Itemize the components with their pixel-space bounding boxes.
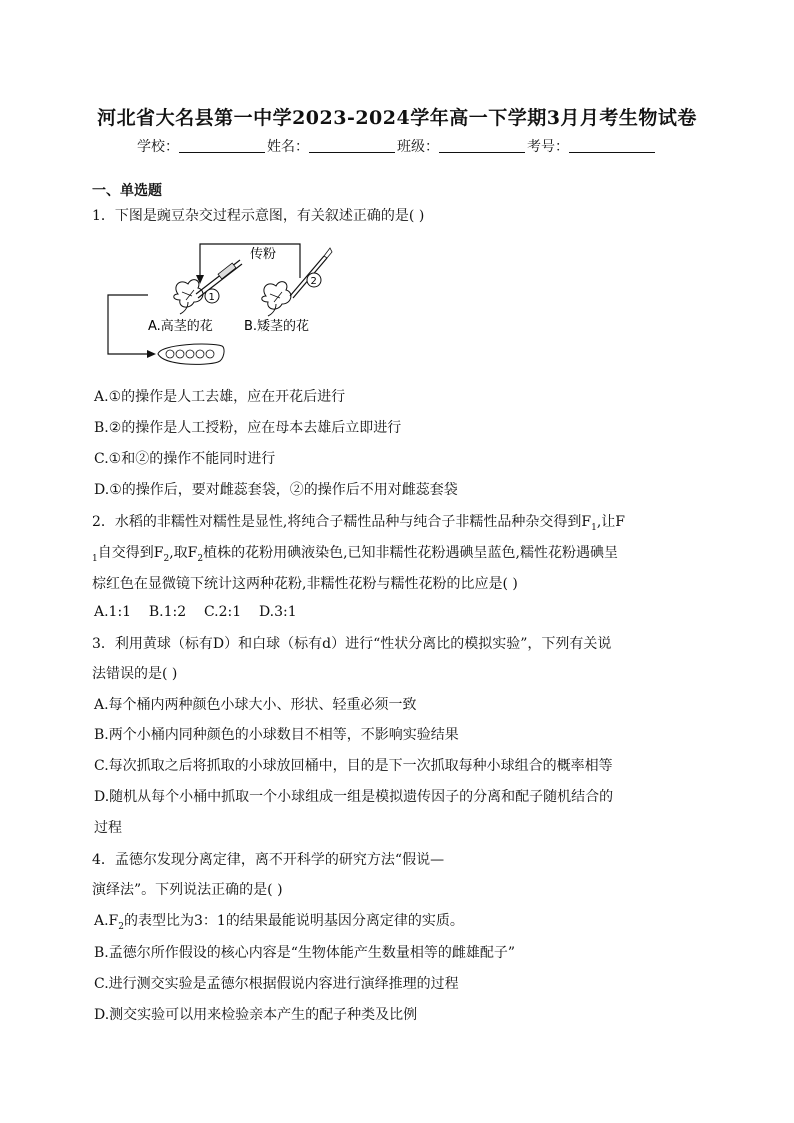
q2-stem-line2: $_1$自交得到$F_2$,取$F_2$植株的花粉用碘液染色,已知非糯性花粉遇碘呈蓝色,糯性花粉遇碘呈 <box>92 545 618 564</box>
q4-option-d[interactable]: D.测交实验可以用来检验亲本产生的配子种类及比例 <box>94 1007 418 1023</box>
section-heading: 一、单选题 <box>92 183 162 199</box>
number-label: 考号： <box>527 139 569 155</box>
q2-stem-line1: 2．水稻的非糯性对糯性是显性,将纯合子糯性品种与纯合子非糯性品种杂交得到$F_1$,让F <box>92 514 625 533</box>
q3-stem-line1: 3．利用黄球（标有D）和白球（标有d）进行“性状分离比的模拟实验”，下列有关说 <box>92 636 612 652</box>
q4-option-a[interactable]: $A.F_2$的表型比为3：1的结果最能说明基因分离定律的实质。 <box>94 913 464 932</box>
q1-option-b[interactable]: B.②的操作是人工授粉，应在母本去雄后立即进行 <box>94 420 402 436</box>
number-blank[interactable] <box>569 138 655 153</box>
q3-stem-line2: 法错误的是( ) <box>92 666 178 682</box>
class-label: 班级： <box>397 139 439 155</box>
pea-pod <box>158 344 224 364</box>
q3-option-a[interactable]: A.每个桶内两种颜色小球大小、形状、轻重必须一致 <box>94 697 417 713</box>
q3-option-d-line2: 过程 <box>94 820 122 836</box>
q4-option-c[interactable]: C.进行测交实验是孟德尔根据假说内容进行演绎推理的过程 <box>94 976 459 992</box>
q3-option-d-line1[interactable]: D.随机从每个小桶中抓取一个小球组成一组是模拟遗传因子的分离和配子随机结合的 <box>94 789 614 805</box>
class-blank[interactable] <box>439 138 525 153</box>
name-blank[interactable] <box>309 138 395 153</box>
q2-options[interactable]: A.1:1 B.1:2 C.2:1 D.3:1 <box>94 604 297 620</box>
label-pollination: 传粉 <box>250 247 277 262</box>
page-title: 河北省大名县第一中学2023-2024学年高一下学期3月月考生物试卷 <box>97 107 697 129</box>
label-flower-b: B.矮茎的花 <box>244 319 310 334</box>
label-flower-a: A.高茎的花 <box>148 319 213 334</box>
mark-1: 1 <box>208 292 215 303</box>
q4-stem-line2: 演绎法”。下列说法正确的是( ) <box>92 882 283 898</box>
q4-stem-line1: 4．孟德尔发现分离定律，离不开科学的研究方法“假说— <box>92 852 445 868</box>
pea-cross-figure <box>100 238 340 368</box>
q1-option-c[interactable]: C.①和②的操作不能同时进行 <box>94 451 276 467</box>
q4-option-b[interactable]: B.孟德尔所作假设的核心内容是“生物体能产生数量相等的雌雄配子” <box>94 945 516 961</box>
figure-arrow-path <box>108 295 148 354</box>
q2-stem-line3: 棕红色在显微镜下统计这两种花粉,非糯性花粉与糯性花粉的比应是( ) <box>92 576 518 592</box>
student-info-row <box>0 136 794 156</box>
school-blank[interactable] <box>179 138 265 153</box>
q3-option-c[interactable]: C.每次抓取之后将抓取的小球放回桶中，目的是下一次抓取每种小球组合的概率相等 <box>94 758 613 774</box>
brush-b <box>290 248 332 298</box>
q1-option-a[interactable]: A.①的操作是人工去雄，应在开花后进行 <box>94 389 346 405</box>
flower-b <box>262 282 291 316</box>
q1-option-d[interactable]: D.①的操作后，要对雌蕊套袋，②的操作后不用对雌蕊套袋 <box>94 482 458 498</box>
figure-arrow-head <box>147 350 156 358</box>
q1-stem: 1．下图是豌豆杂交过程示意图，有关叙述正确的是( ) <box>92 208 425 224</box>
name-label: 姓名： <box>267 139 309 155</box>
mark-2: 2 <box>310 276 317 287</box>
school-label: 学校： <box>137 139 179 155</box>
q3-option-b[interactable]: B.两个小桶内同种颜色的小球数目不相等，不影响实验结果 <box>94 727 459 743</box>
